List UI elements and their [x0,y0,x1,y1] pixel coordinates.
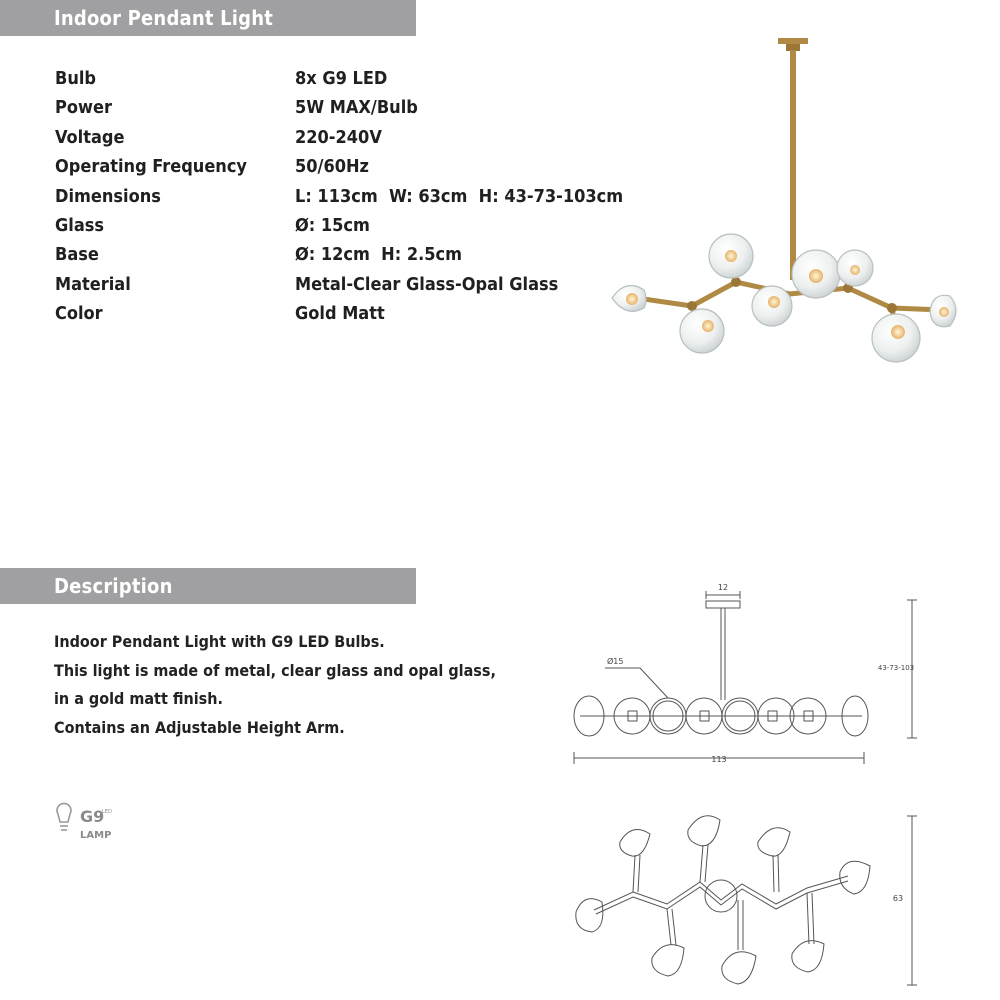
description-line: Contains an Adjustable Height Arm. [54,717,345,737]
glass-diameter-label: Ø15 [607,657,624,666]
description-heading: Description [54,574,173,598]
spec-label: Material [55,273,131,295]
spec-label: Color [55,303,103,325]
spec-value: 50/60Hz [295,156,369,178]
spec-label: Power [55,97,112,119]
width-label: 63 [892,894,904,903]
product-title: Indoor Pendant Light [54,6,274,30]
height-label: 43-73-103 [877,664,915,672]
spec-value: Ø: 12cm H: 2.5cm [295,244,462,266]
base-width-label: 12 [717,583,729,592]
spec-value: L: 113cm W: 63cm H: 43-73-103cm [295,185,624,207]
length-label: 113 [711,755,727,764]
description-text [54,628,496,742]
description-line: Indoor Pendant Light with G9 LED Bulbs. [54,632,385,651]
spec-value: 8x G9 LED [295,68,388,89]
spec-value: Metal-Clear Glass-Opal Glass [295,273,559,295]
g9-lamp-badge [50,800,130,842]
spec-label: Operating Frequency [55,156,247,178]
spec-label: Base [55,244,99,266]
technical-drawing [560,580,990,995]
product-title-bar [0,0,416,36]
spec-value: Ø: 15cm [295,214,370,236]
spec-value: 5W MAX/Bulb [295,97,418,119]
product-photo [600,30,980,370]
spec-label: Voltage [55,126,125,148]
spec-label: Bulb [55,68,97,89]
description-line: in a gold matt finish. [54,689,223,709]
description-line: This light is made of metal, clear glass and opal glass, [54,660,496,680]
badge-word: LAMP [80,830,112,841]
badge-side: LED [102,809,112,815]
badge-code: G9 [80,807,105,826]
spec-value: Gold Matt [295,303,385,325]
spec-value: 220-240V [295,126,382,148]
bulb-icon [57,803,71,830]
description-bar [0,568,416,604]
spec-label: Dimensions [55,185,161,207]
spec-label: Glass [55,214,105,236]
